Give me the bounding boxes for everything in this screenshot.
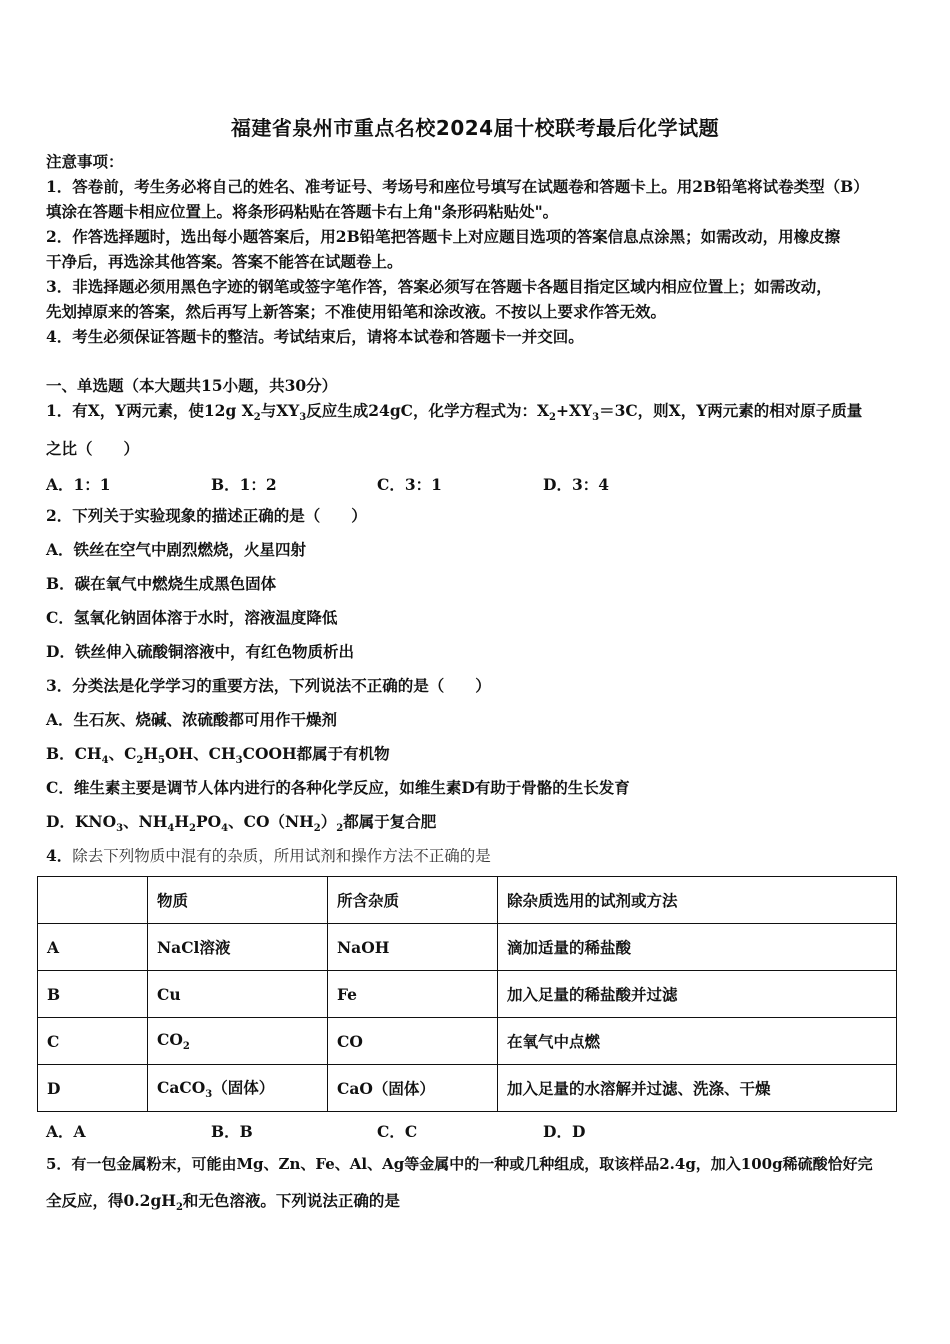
q2-option-c: C．氢氧化钠固体溶于水时，溶液温度降低 xyxy=(46,608,338,627)
q3-option-a: A．生石灰、烧碱、浓硫酸都可用作干燥剂 xyxy=(46,710,338,729)
table-header-cell xyxy=(38,877,148,924)
notice-line: 填涂在答题卡相应位置上。将条形码粘贴在答题卡右上角"条形码粘贴处"。 xyxy=(46,202,559,221)
notice-line: 4．考生必须保证答题卡的整洁。考试结束后，请将本试卷和答题卡一并交回。 xyxy=(46,327,584,346)
q2-option-d: D．铁丝伸入硫酸铜溶液中，有红色物质析出 xyxy=(46,642,354,661)
table-cell: CaO（固体） xyxy=(328,1065,498,1112)
table-cell: NaCl溶液 xyxy=(148,924,328,971)
q3-option-d: D．$KNO_3$、$NH_4H_2PO_4$、$CO(NH_2)_2$都属于复合肥 xyxy=(46,812,437,835)
notice-line: 干净后，再选涂其他答案。答案不能答在试题卷上。 xyxy=(46,252,403,271)
section-heading: 一、单选题（本大题共15小题，共30分） xyxy=(46,376,338,395)
q5-stem: 5．有一包金属粉末，可能由Mg、Zn、Fe、Al、Ag等金属中的一种或几种组成，取该样品2.4g，加入100g稀硫酸恰好完 xyxy=(46,1155,873,1173)
table-cell: D xyxy=(38,1065,148,1112)
q3-stem: 3．分类法是化学学习的重要方法，下列说法不正确的是（ ） xyxy=(46,676,491,695)
q1-options xyxy=(46,473,746,493)
q2-stem: 2．下列关于实验现象的描述正确的是（ ） xyxy=(46,506,367,525)
q3-option-b: B．$CH_4$、$C_2H_5OH$、$CH_3COOH$都属于有机物 xyxy=(46,744,390,767)
table-cell: NaOH xyxy=(328,924,498,971)
option-b: B．B xyxy=(211,1122,253,1141)
q4-options xyxy=(46,1120,746,1140)
table-row xyxy=(38,1018,897,1065)
q3-option-c: C．维生素主要是调节人体内进行的各种化学反应，如维生素D有助于骨骼的生长发育 xyxy=(46,778,630,797)
table-cell: Fe xyxy=(328,971,498,1018)
table-cell: $CO_2$ xyxy=(148,1018,328,1065)
option-b: B．1：2 xyxy=(211,475,277,494)
notice-line: 3．非选择题必须用黑色字迹的钢笔或签字笔作答，答案必须写在答题卡各题目指定区域内相应位置上；如需改动， xyxy=(46,277,832,296)
table-cell: C xyxy=(38,1018,148,1065)
page-title: 福建省泉州市重点名校2024届十校联考最后化学试题 xyxy=(230,116,720,140)
table-cell: 加入足量的水溶解并过滤、洗涤、干燥 xyxy=(498,1065,897,1112)
notice-line: 1．答卷前，考生务必将自己的姓名、准考证号、考场号和座位号填写在试题卷和答题卡上。用2B铅笔将试卷类型（B） xyxy=(46,177,869,196)
option-d: D．D xyxy=(543,1122,586,1141)
table-cell: 加入足量的稀盐酸并过滤 xyxy=(498,971,897,1018)
table-cell: CO xyxy=(328,1018,498,1065)
table-cell: 在氧气中点燃 xyxy=(498,1018,897,1065)
table-cell: Cu xyxy=(148,971,328,1018)
option-c: C．C xyxy=(377,1122,418,1141)
table-cell: 滴加适量的稀盐酸 xyxy=(498,924,897,971)
table-header-row xyxy=(38,877,897,924)
table-cell: A xyxy=(38,924,148,971)
notice-line: 2．作答选择题时，选出每小题答案后，用2B铅笔把答题卡上对应题目选项的答案信息点涂黑；如需改动，用橡皮擦 xyxy=(46,227,841,246)
q4-table xyxy=(37,876,897,1112)
table-row xyxy=(38,1065,897,1112)
q1-stem-cont: 之比（ ） xyxy=(46,439,140,458)
q4-stem: 4．除去下列物质中混有的杂质，所用试剂和操作方法不正确的是 xyxy=(46,846,491,865)
table-row xyxy=(38,924,897,971)
table-header-cell: 所含杂质 xyxy=(328,877,498,924)
q2-option-a: A．铁丝在空气中剧烈燃烧，火星四射 xyxy=(46,540,307,559)
notice-line: 先划掉原来的答案，然后再写上新答案；不准使用铅笔和涂改液。不按以上要求作答无效。 xyxy=(46,302,667,321)
option-c: C．3：1 xyxy=(377,475,442,494)
table-header-cell: 物质 xyxy=(148,877,328,924)
table-header-cell: 除杂质选用的试剂或方法 xyxy=(498,877,897,924)
table-cell: CaCO$_3$（固体） xyxy=(148,1065,328,1112)
table-cell: B xyxy=(38,971,148,1018)
option-a: A．A xyxy=(46,1122,86,1141)
q1-stem: 1．有X，Y两元素，使12g $X_2$与$XY_3$反应生成24gC，化学方程式为：$X_2+XY_3=3C$，则X，Y两元素的相对原子质量 xyxy=(46,401,863,424)
notice-heading: 注意事项： xyxy=(46,152,124,171)
q5-stem-cont: 全反应，得$0.2gH_2$和无色溶液。下列说法正确的是 xyxy=(46,1191,400,1214)
option-d: D．3：4 xyxy=(543,475,610,494)
q2-option-b: B．碳在氧气中燃烧生成黑色固体 xyxy=(46,574,277,593)
option-a: A．1：1 xyxy=(46,475,111,494)
table-row xyxy=(38,971,897,1018)
